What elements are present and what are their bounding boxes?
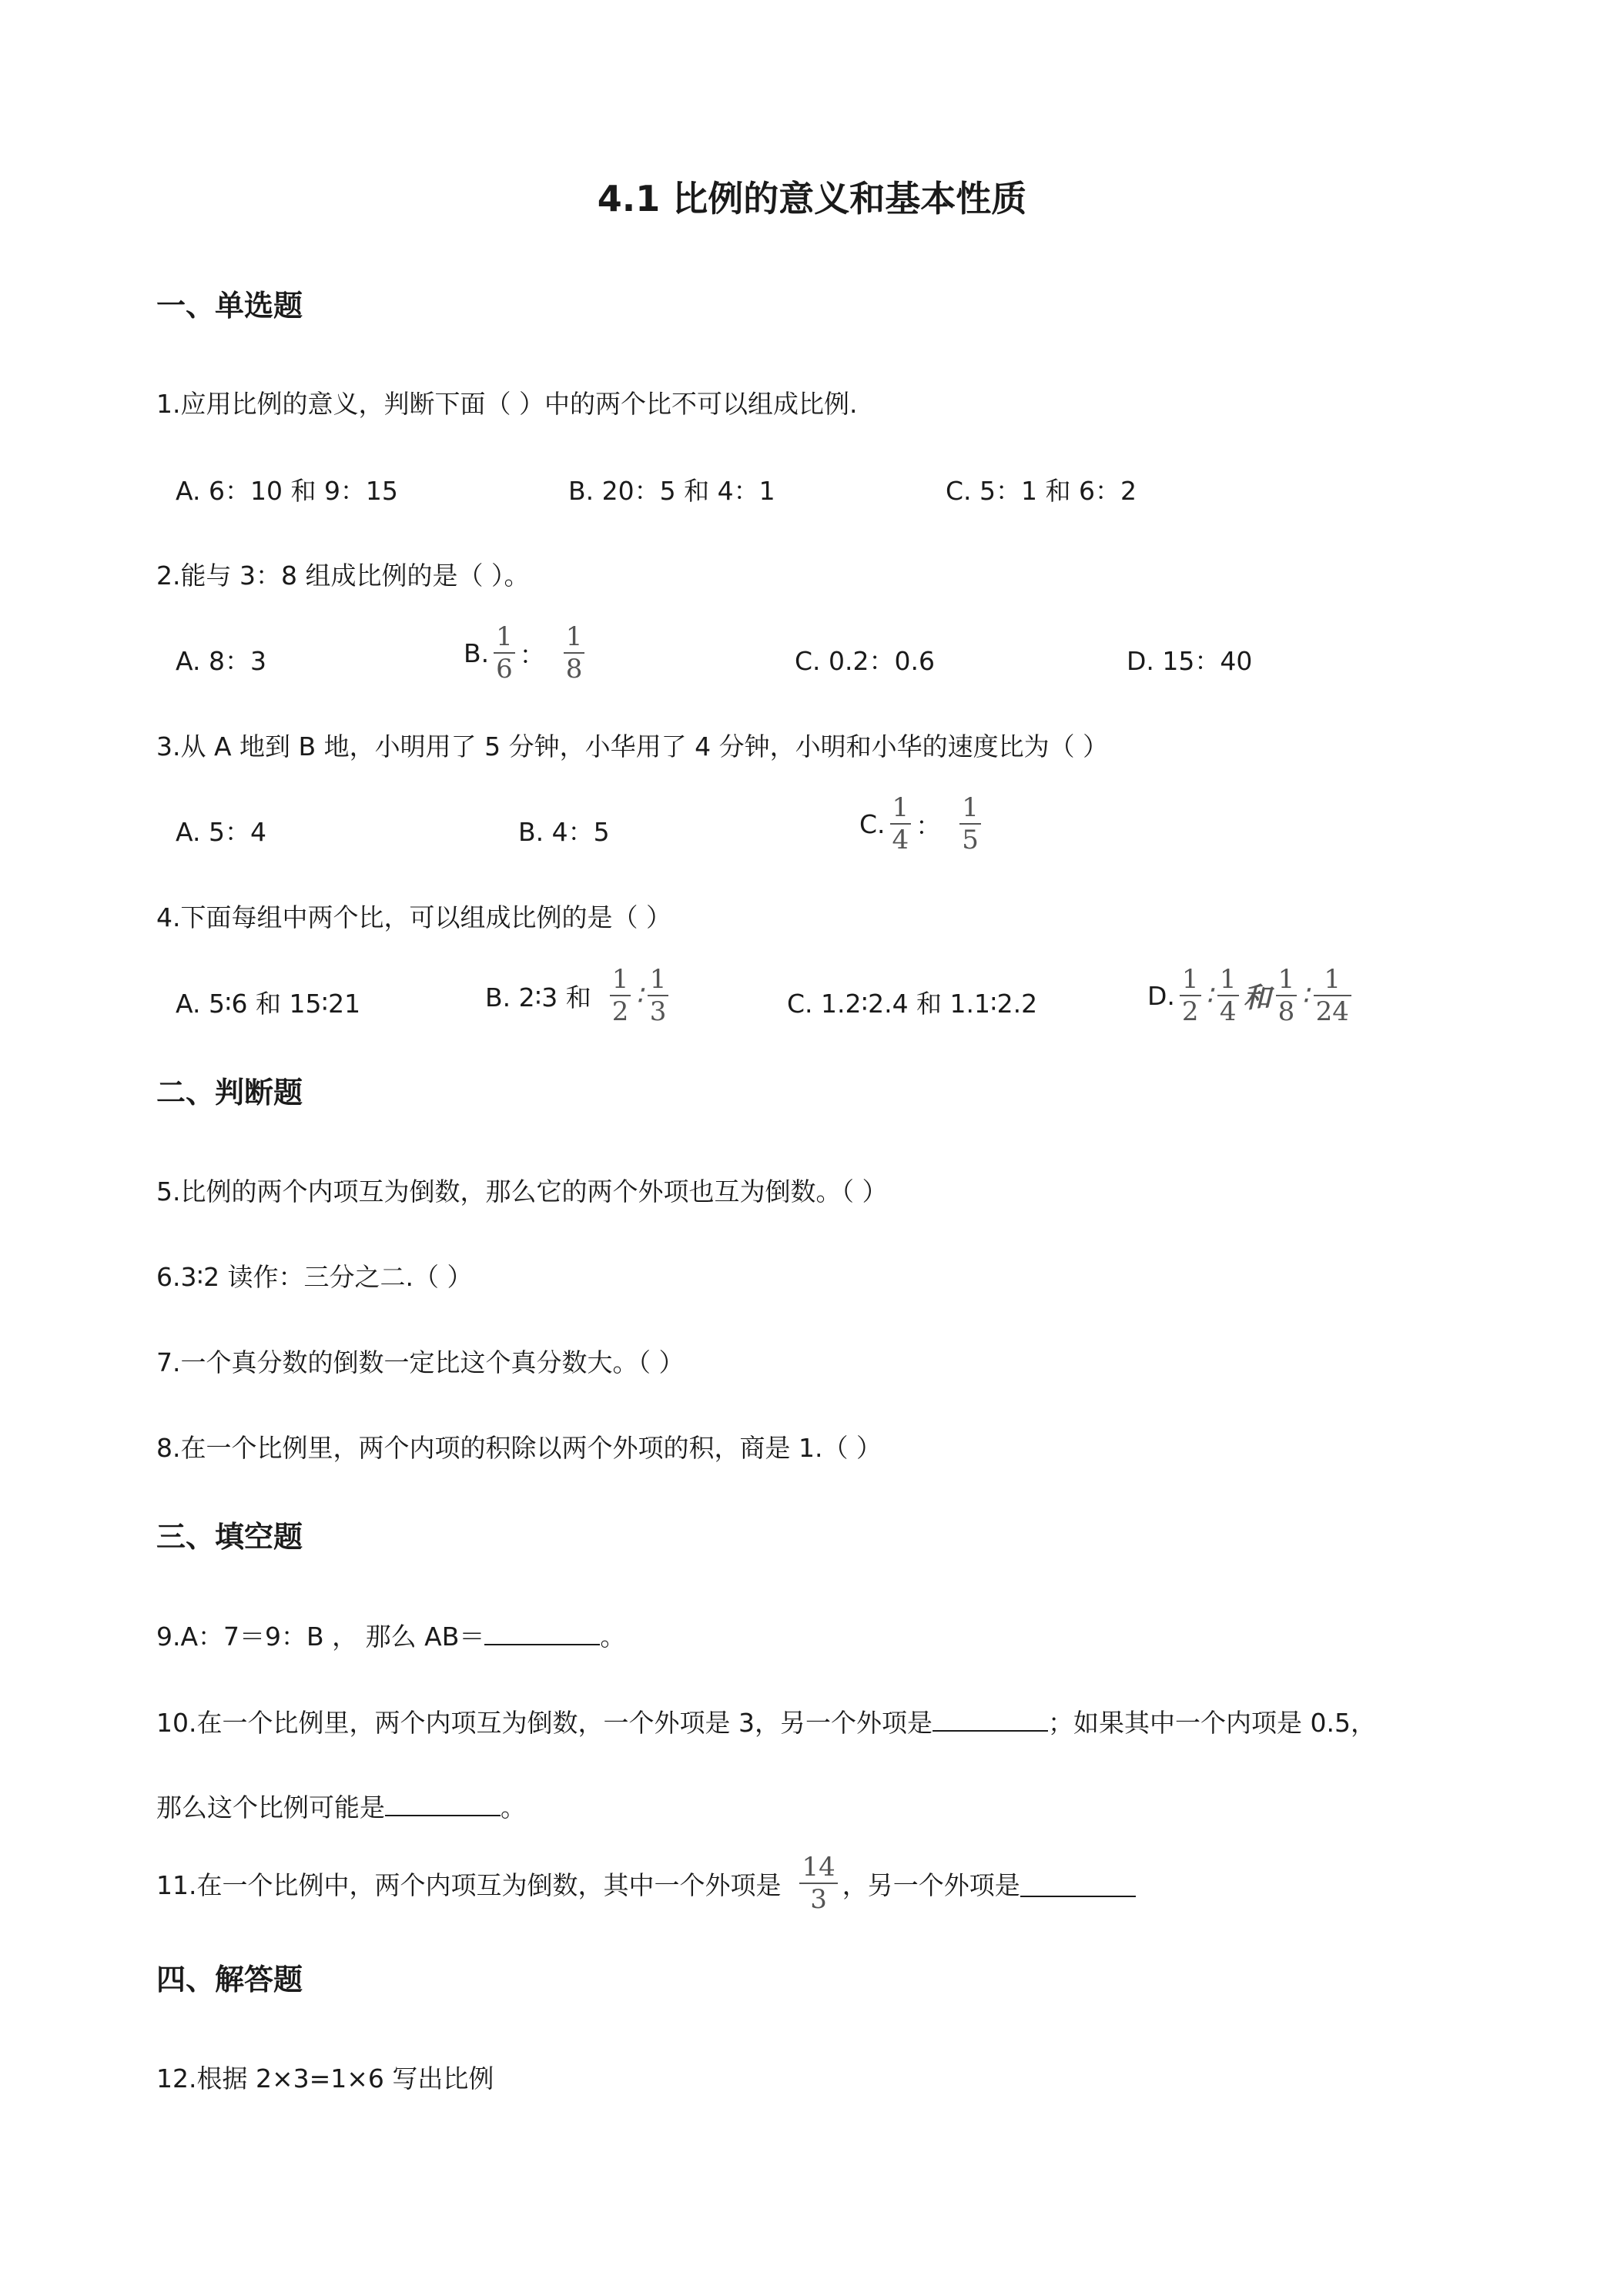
question-4-option-a: A. 5∶6 和 15∶21 (176, 989, 361, 1019)
question-11-suffix: ，另一个外项是 (842, 1869, 1020, 1900)
question-4-option-c: C. 1.2∶2.4 和 1.1∶2.2 (787, 989, 1038, 1019)
fraction-numerator: 1 (1324, 964, 1341, 995)
fraction-numerator: 1 (565, 621, 583, 652)
conjunction-he: 和 (1243, 981, 1271, 1014)
ratio-separator: ∶ (635, 979, 643, 1012)
fraction (1276, 966, 1298, 1025)
section-heading-single-choice: 一、单选题 (156, 289, 303, 323)
question-8-text: 8.在一个比例里，两个内项的积除以两个外项的积，商是 1.（ ） (156, 1433, 882, 1463)
fraction-denominator: 8 (565, 654, 583, 684)
question-9-suffix: 。 (600, 1622, 626, 1652)
question-4-option-b (485, 966, 673, 1025)
question-1-option-b: B. 20：5 和 4：1 (568, 476, 775, 506)
fraction (1314, 966, 1351, 1025)
ratio-separator: ∶ (1205, 979, 1213, 1012)
question-3-text: 3.从 A 地到 B 地，小明用了 5 分钟，小华用了 4 分钟，小明和小华的速度比为（ ） (156, 731, 1109, 761)
option-label: D. (1147, 980, 1175, 1011)
question-10-line2-suffix: 。 (501, 1792, 526, 1822)
fraction (494, 621, 515, 684)
question-1-text: 1.应用比例的意义，判断下面（ ）中的两个比不可以组成比例. (156, 389, 858, 419)
fraction-denominator: 4 (1219, 996, 1237, 1027)
fraction (648, 966, 669, 1025)
option-label: B. (464, 638, 490, 668)
fraction (890, 792, 912, 855)
question-3-option-c (859, 792, 986, 855)
fraction-numerator: 1 (962, 792, 979, 823)
question-5-text: 5.比例的两个内项互为倒数，那么它的两个外项也互为倒数。（ ） (156, 1176, 888, 1207)
fraction (799, 1854, 837, 1913)
answer-blank[interactable] (1020, 1869, 1136, 1897)
fraction-numerator: 1 (496, 621, 513, 652)
question-9-prefix: 9.A：7＝9：B ， 那么 AB＝ (156, 1622, 485, 1652)
question-4-option-d (1147, 966, 1356, 1025)
fraction-denominator: 8 (1277, 996, 1295, 1027)
fraction-denominator: 3 (810, 1884, 827, 1915)
ratio-separator: ： (519, 639, 545, 670)
option-label: B. 2∶3 和 (485, 982, 591, 1012)
section-heading-true-false: 二、判断题 (156, 1076, 303, 1110)
question-9-text (156, 1617, 625, 1653)
fraction-numerator: 1 (649, 964, 667, 995)
ratio-separator: ： (916, 810, 942, 841)
fraction-numerator: 1 (1277, 964, 1295, 995)
question-3-option-b: B. 4：5 (518, 817, 610, 847)
fraction (1180, 966, 1201, 1025)
ratio-separator: ∶ (1301, 979, 1309, 1012)
fraction-numerator: 1 (892, 792, 909, 823)
question-1-option-a: A. 6：10 和 9：15 (176, 476, 398, 506)
question-11-text (156, 1854, 1136, 1913)
fraction-denominator: 3 (649, 996, 667, 1027)
question-10-line-1 (156, 1703, 1376, 1739)
page-title: 4.1 比例的意义和基本性质 (597, 178, 1027, 219)
fraction-denominator: 4 (892, 825, 909, 855)
answer-blank[interactable] (385, 1789, 501, 1816)
question-2-option-d: D. 15：40 (1127, 646, 1253, 676)
fraction-numerator: 1 (1181, 964, 1199, 995)
question-2-option-b (464, 621, 589, 684)
question-6-text: 6.3∶2 读作：三分之二.（ ） (156, 1262, 473, 1292)
question-3-option-a: A. 5：4 (176, 817, 266, 847)
question-11-prefix: 11.在一个比例中，两个内项互为倒数，其中一个外项是 (156, 1869, 782, 1900)
fraction-denominator: 24 (1315, 996, 1349, 1027)
question-10-line2-prefix: 那么这个比例可能是 (156, 1792, 385, 1822)
fraction-numerator: 14 (802, 1852, 835, 1883)
answer-blank[interactable] (933, 1704, 1048, 1732)
fraction-denominator: 2 (611, 996, 629, 1027)
question-2-option-a: A. 8：3 (176, 646, 266, 676)
question-1-option-c: C. 5：1 和 6：2 (946, 476, 1137, 506)
question-10-prefix: 10.在一个比例里，两个内项互为倒数，一个外项是 3，另一个外项是 (156, 1708, 933, 1738)
question-12-text: 12.根据 2×3=1×6 写出比例 (156, 2063, 494, 2094)
fraction (1217, 966, 1239, 1025)
question-2-option-c: C. 0.2：0.6 (795, 646, 935, 676)
section-heading-solve: 四、解答题 (156, 1963, 303, 1996)
section-heading-fill-blank: 三、填空题 (156, 1520, 303, 1554)
fraction-numerator: 1 (611, 964, 629, 995)
fraction (959, 792, 981, 855)
fraction-denominator: 2 (1181, 996, 1199, 1027)
answer-blank[interactable] (484, 1618, 600, 1645)
fraction (610, 966, 631, 1025)
question-7-text: 7.一个真分数的倒数一定比这个真分数大。（ ） (156, 1347, 685, 1377)
fraction-numerator: 1 (1219, 964, 1237, 995)
question-4-text: 4.下面每组中两个比，可以组成比例的是（ ） (156, 902, 671, 932)
fraction-denominator: 5 (962, 825, 979, 855)
fraction (564, 621, 585, 684)
question-10-line-2 (156, 1788, 526, 1824)
fraction-denominator: 6 (496, 654, 513, 684)
question-2-text: 2.能与 3：8 组成比例的是（ ）。 (156, 561, 530, 591)
option-label: C. (859, 808, 886, 839)
question-10-middle: ；如果其中一个内项是 0.5， (1047, 1708, 1376, 1738)
